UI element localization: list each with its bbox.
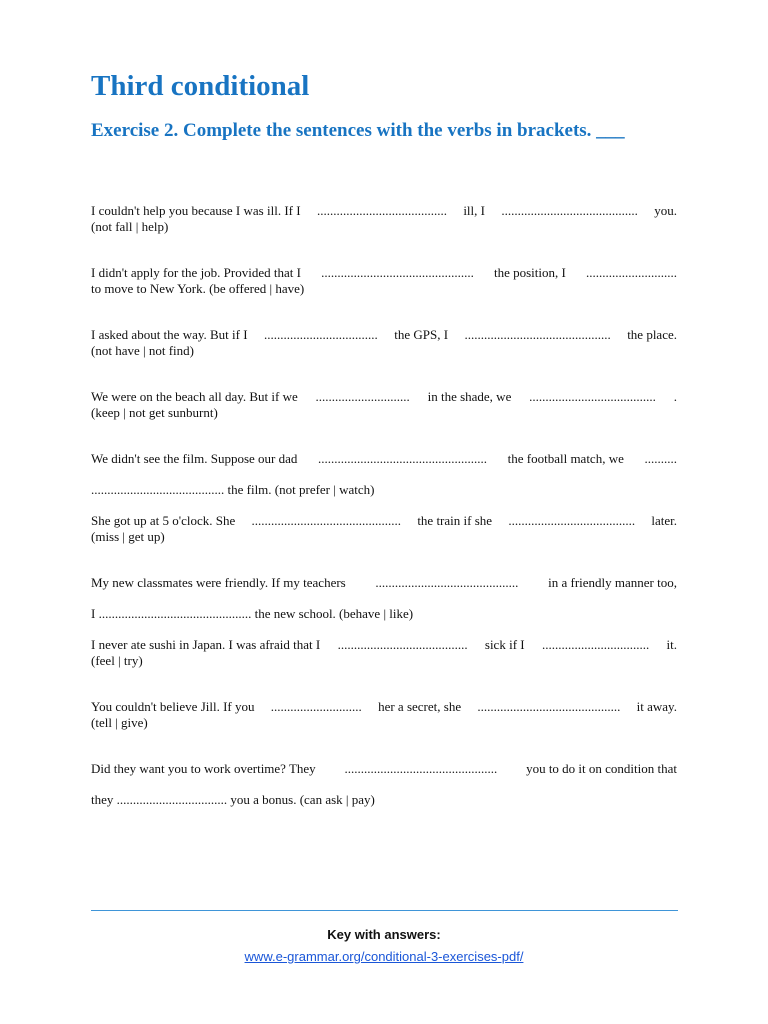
answer-blank: ........................................ xyxy=(337,637,468,652)
sentence-text: the place. xyxy=(627,327,677,342)
sentence-text: you to do it on condition that xyxy=(526,761,677,776)
sentence-text: ill, I xyxy=(463,203,485,218)
exercise-continuation: to move to New York. (be offered | have) xyxy=(91,281,305,296)
exercise-item xyxy=(91,265,677,327)
answer-key-label: Key with answers: xyxy=(327,927,441,942)
exercise-item xyxy=(91,203,677,265)
sentence-text: later. xyxy=(651,513,677,528)
exercise-sentence xyxy=(91,203,677,219)
answer-blank: ................................... xyxy=(264,327,378,342)
exercise-sentence xyxy=(91,389,677,405)
answer-blank: ............................................. xyxy=(464,327,611,342)
sentence-text: You couldn't believe Jill. If you xyxy=(91,699,255,714)
answer-blank: ............................................... xyxy=(321,265,474,280)
answer-blank: .................................................... xyxy=(318,451,487,466)
exercise-continuation: (keep | not get sunburnt) xyxy=(91,405,218,420)
exercise-continuation: (not have | not find) xyxy=(91,343,194,358)
exercise-item xyxy=(91,761,677,823)
exercise-sentence xyxy=(91,451,677,467)
answer-blank: ............................................ xyxy=(375,575,519,590)
exercise-item xyxy=(91,637,677,699)
exercise-sentence xyxy=(91,513,677,529)
exercise-item xyxy=(91,451,677,513)
answer-blank: ............................................ xyxy=(477,699,621,714)
exercise-sentence xyxy=(91,265,677,281)
sentence-text: the position, I xyxy=(493,265,566,280)
sentence-text: it. xyxy=(666,637,677,652)
exercise-continuation: I ............................................... the new school. (behave | like) xyxy=(91,606,414,621)
exercise-continuation: (miss | get up) xyxy=(91,529,165,544)
exercise-list xyxy=(91,203,677,823)
sentence-text: in a friendly manner too, xyxy=(548,575,677,590)
exercise-sentence xyxy=(91,327,677,343)
sentence-text: My new classmates were friendly. If my teachers xyxy=(91,575,346,590)
sentence-text: We were on the beach all day. But if we xyxy=(91,389,298,404)
exercise-item xyxy=(91,327,677,389)
answer-blank: ............................ xyxy=(585,265,677,280)
sentence-text: sick if I xyxy=(484,637,525,652)
sentence-text: I asked about the way. But if I xyxy=(91,327,248,342)
sentence-text: Did they want you to work overtime? They xyxy=(91,761,316,776)
exercise-sentence xyxy=(91,575,677,591)
exercise-continuation: (feel | try) xyxy=(91,653,143,668)
exercise-item xyxy=(91,575,677,637)
sentence-text: I didn't apply for the job. Provided that I xyxy=(91,265,301,280)
exercise-sentence xyxy=(91,699,677,715)
exercise-continuation: they .................................. you a bonus. (can ask | pay) xyxy=(91,792,375,807)
exercise-continuation: (tell | give) xyxy=(91,715,148,730)
answer-blank: ............................. xyxy=(315,389,410,404)
exercise-item xyxy=(91,699,677,761)
answer-blank: .......................................... xyxy=(501,203,638,218)
sentence-text: She got up at 5 o'clock. She xyxy=(91,513,236,528)
answer-blank: ................................. xyxy=(541,637,650,652)
answer-blank: .............................................. xyxy=(251,513,402,528)
answer-blank: ....................................... xyxy=(508,513,636,528)
exercise-sentence xyxy=(91,637,677,653)
sentence-text: I never ate sushi in Japan. I was afraid that I xyxy=(91,637,321,652)
answer-blank: ............................................... xyxy=(344,761,498,776)
exercise-sentence xyxy=(91,761,677,777)
sentence-text: in the shade, we xyxy=(427,389,512,404)
exercise-item xyxy=(91,389,677,451)
sentence-text: the GPS, I xyxy=(394,327,449,342)
sentence-text: her a secret, she xyxy=(378,699,462,714)
answer-blank: ....................................... xyxy=(529,389,656,404)
sentence-text: the train if she xyxy=(417,513,493,528)
sentence-text: you. xyxy=(654,203,677,218)
sentence-text: it away. xyxy=(636,699,677,714)
footer-divider xyxy=(91,910,678,911)
answer-key-link[interactable]: www.e-grammar.org/conditional-3-exercises-pdf/ xyxy=(244,949,524,964)
exercise-continuation: ......................................... the film. (not prefer | watch) xyxy=(91,482,375,497)
exercise-instructions: Exercise 2. Complete the sentences with the verbs in brackets. ___ xyxy=(91,120,625,141)
answer-blank: ........................................ xyxy=(316,203,447,218)
page-title: Third conditional xyxy=(91,70,310,102)
answer-blank: . xyxy=(673,389,677,404)
exercise-item xyxy=(91,513,677,575)
sentence-text: We didn't see the film. Suppose our dad xyxy=(91,451,298,466)
answer-blank: ............................ xyxy=(270,699,362,714)
exercise-continuation: (not fall | help) xyxy=(91,219,169,234)
answer-blank: .......... xyxy=(644,451,677,466)
sentence-text: the football match, we xyxy=(507,451,624,466)
sentence-text: I couldn't help you because I was ill. If I xyxy=(91,203,301,218)
